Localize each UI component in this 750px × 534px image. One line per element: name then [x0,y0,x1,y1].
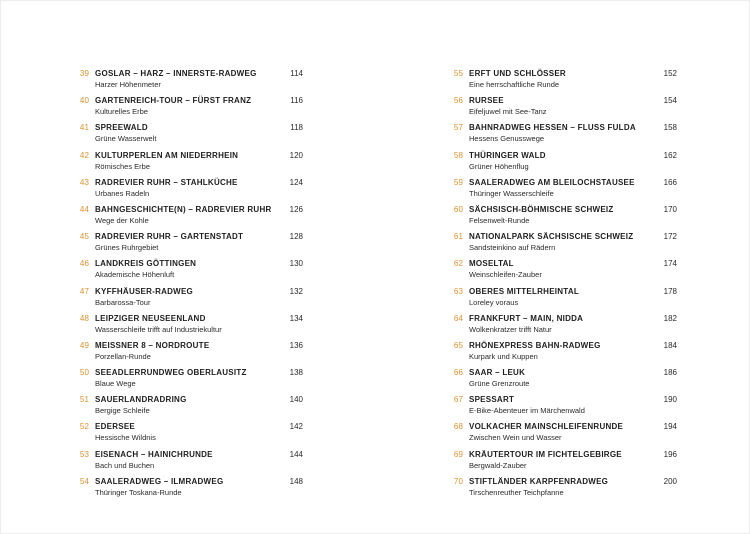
toc-entry-page-number: 118 [290,123,303,133]
toc-entry-number: 46 [79,259,89,269]
toc-entry-subtitle: Bergige Schleife [95,406,150,416]
toc-entry-number: 57 [453,123,463,133]
toc-entry-title: BAHNRADWEG HESSEN – FLUSS FULDA [469,123,636,133]
toc-entry-page-number: 182 [663,313,677,323]
toc-entry-number: 51 [79,395,89,405]
toc-entry[interactable] [63,176,303,203]
toc-entry-number: 44 [79,204,89,214]
toc-entry-subtitle: Porzellan-Runde [95,351,151,361]
toc-entry-number: 49 [79,340,89,350]
toc-entry[interactable] [63,420,303,447]
toc-entry-number: 55 [453,69,463,78]
toc-entry-number: 63 [453,286,463,296]
toc-entry-subtitle: Wege der Kohle [95,215,149,225]
toc-entry-number: 68 [453,422,463,432]
toc-entry-page-number: 184 [663,340,677,350]
toc-entry[interactable] [437,475,677,502]
toc-entry-subtitle: Harzer Höhenmeter [95,80,161,89]
toc-entry-subtitle: Hessens Genusswege [469,134,545,144]
toc-entry[interactable] [437,121,677,148]
toc-entry-subtitle: Grüner Höhenflug [469,161,529,171]
toc-entry[interactable] [63,475,303,502]
toc-entry-subtitle: Zwischen Wein und Wasser [469,433,562,443]
toc-entry[interactable] [63,121,303,148]
toc-entry-page-number: 132 [289,286,303,296]
toc-entry-number: 48 [79,313,89,323]
toc-entry-number: 52 [79,422,89,432]
toc-entry-page-number: 152 [663,69,677,78]
toc-entry-title: SPESSART [469,395,515,405]
toc-entry-page-number: 158 [663,123,677,133]
toc-entry-number: 60 [453,204,463,214]
toc-entry[interactable] [63,67,303,94]
toc-entry-title: NATIONALPARK SÄCHSISCHE SCHWEIZ [469,232,634,242]
toc-entry-number: 67 [453,395,463,405]
toc-entry[interactable] [437,285,677,312]
toc-entry-title: MEISSNER 8 – NORDROUTE [95,340,210,350]
toc-entry-page-number: 196 [663,449,677,459]
toc-entry-title: KRÄUTERTOUR IM FICHTELGEBIRGE [469,449,622,459]
toc-entry-page-number: 170 [663,204,677,214]
toc-entry[interactable] [437,230,677,257]
toc-entry-title: EDERSEE [95,422,135,432]
toc-entry-subtitle: Loreley voraus [469,297,519,307]
toc-entry-title: GOSLAR – HARZ – INNERSTE-RADWEG [95,69,257,78]
toc-entry-page-number: 140 [289,395,303,405]
toc-entry-title: VOLKACHER MAINSCHLEIFENRUNDE [469,422,624,432]
toc-entry-number: 42 [79,150,89,160]
toc-entry-title: SAUERLANDRADRING [95,395,187,405]
toc-entry[interactable] [437,312,677,339]
toc-entry[interactable] [63,149,303,176]
toc-entry-subtitle: Weinschleifen-Zauber [469,270,542,280]
toc-entry-page-number: 126 [289,204,303,214]
toc-entry-subtitle: Akademische Höhenluft [95,270,175,280]
toc-entry-number: 69 [453,449,463,459]
toc-entry-number: 47 [79,286,89,296]
toc-entry[interactable] [437,149,677,176]
toc-entry-page-number: 134 [289,313,303,323]
toc-entry-number: 40 [79,96,89,106]
toc-entry-number: 66 [453,368,463,378]
toc-entry-subtitle: Grünes Ruhrgebiet [95,243,159,253]
toc-entry-title: RADREVIER RUHR – STAHLKÜCHE [95,177,238,187]
toc-column-left [63,67,303,502]
toc-entry-subtitle: Kulturelles Erbe [95,107,148,117]
toc-entry-subtitle: Tirschenreuther Teichpfanne [469,487,564,497]
toc-entry[interactable] [437,448,677,475]
toc-entry-subtitle: Blaue Wege [95,379,136,389]
toc-entry-subtitle: Römisches Erbe [95,161,151,171]
toc-entry-page-number: 200 [663,476,677,486]
toc-entry-subtitle: Sandsteinkino auf Rädern [469,243,556,253]
toc-entry[interactable] [437,176,677,203]
toc-entry[interactable] [437,67,677,94]
toc-entry-title: RHÖNEXPRESS BAHN-RADWEG [469,340,601,350]
toc-entry-subtitle: Bach und Buchen [95,460,155,470]
toc-entry-subtitle: Hessische Wildnis [95,433,156,443]
toc-entry-title: SAALERADWEG – ILMRADWEG [95,476,224,486]
toc-entry[interactable] [63,203,303,230]
toc-entry-page-number: 172 [663,232,677,242]
toc-entry-subtitle: Grüne Wasserwelt [95,134,157,144]
toc-entry-number: 45 [79,232,89,242]
toc-entry[interactable] [63,230,303,257]
toc-entry-subtitle: Wasserschleife trifft auf Industriekultur [95,324,222,334]
toc-entry-number: 62 [453,259,463,269]
toc-entry-title: SÄCHSISCH-BÖHMISCHE SCHWEIZ [469,204,614,214]
toc-entry-page-number: 136 [289,340,303,350]
toc-entry-page-number: 138 [289,368,303,378]
toc-entry[interactable] [63,94,303,121]
toc-entry-number: 70 [453,476,463,486]
toc-entry[interactable] [437,366,677,393]
toc-entry-page-number: 142 [289,422,303,432]
toc-entry-subtitle: Kurpark und Kuppen [469,351,538,361]
toc-entry-subtitle: Thüringer Toskana-Runde [95,487,182,497]
toc-entry-subtitle: Thüringer Wasserschleife [469,188,554,198]
toc-entry-subtitle: Felsenwelt-Runde [469,215,530,225]
toc-entry-page-number: 178 [663,286,677,296]
toc-entry-title: SPREEWALD [95,123,148,133]
toc-entry-subtitle: Barbarossa-Tour [95,297,151,307]
toc-entry-title: STIFTLÄNDER KARPFENRADWEG [469,476,609,486]
toc-entry-page-number: 166 [663,177,677,187]
toc-entry-title: SAAR – LEUK [469,368,526,378]
toc-entry-number: 39 [79,69,89,78]
toc-entry-page-number: 174 [663,259,677,269]
toc-entry-subtitle: Wolkenkratzer trifft Natur [469,324,552,334]
toc-entry[interactable] [63,448,303,475]
toc-entry-title: EISENACH – HAINICHRUNDE [95,449,213,459]
toc-entry-number: 65 [453,340,463,350]
toc-entry-page-number: 154 [663,96,677,106]
toc-entry-title: LEIPZIGER NEUSEENLAND [95,313,206,323]
toc-entry-page-number: 194 [663,422,677,432]
toc-entry-subtitle: Eine herrschaftliche Runde [469,80,560,89]
toc-column-right [437,67,677,502]
toc-entry-page-number: 130 [289,259,303,269]
toc-entry[interactable] [437,94,677,121]
toc-entry-subtitle: E-Bike-Abenteuer im Märchenwald [469,406,585,416]
toc-entry[interactable] [437,420,677,447]
toc-entry-page-number: 120 [289,150,303,160]
toc-entry-title: BAHNGESCHICHTE(N) – RADREVIER RUHR [95,204,272,214]
toc-entry-number: 61 [453,232,463,242]
toc-entry-page-number: 190 [663,395,677,405]
toc-entry[interactable] [437,257,677,284]
toc-entry-page-number: 162 [663,150,677,160]
toc-entry-page-number: 148 [289,476,303,486]
toc-entry-title: SAALERADWEG AM BLEILOCHSTAUSEE [469,177,635,187]
toc-entry-number: 58 [453,150,463,160]
toc-entry[interactable] [437,393,677,420]
toc-entry-title: MOSELTAL [469,259,514,269]
toc-entry-page-number: 116 [290,96,303,106]
toc-entry-title: ERFT UND SCHLÖSSER [469,69,566,78]
toc-entry[interactable] [63,366,303,393]
toc-entry-number: 50 [79,368,89,378]
toc-entry-page-number: 186 [663,368,677,378]
toc-entry[interactable] [63,257,303,284]
toc-entry[interactable] [437,339,677,366]
toc-entry-subtitle: Eifeljuwel mit See-Tanz [469,107,547,117]
toc-entry-number: 64 [453,313,463,323]
toc-entry-title: RURSEE [469,96,504,106]
toc-entry-title: GARTENREICH-TOUR – FÜRST FRANZ [95,96,252,106]
toc-entry-number: 43 [79,177,89,187]
toc-entry-title: KULTURPERLEN AM NIEDERRHEIN [95,150,239,160]
toc-entry[interactable] [63,393,303,420]
toc-entry-page-number: 144 [289,449,303,459]
toc-entry-number: 59 [453,177,463,187]
toc-entry-number: 54 [79,476,89,486]
toc-entry-title: THÜRINGER WALD [469,150,546,160]
toc-entry-page-number: 124 [289,177,303,187]
toc-entry-title: FRANKFURT – MAIN, NIDDA [469,313,584,323]
toc-entry-number: 56 [453,96,463,106]
toc-entry-title: RADREVIER RUHR – GARTENSTADT [95,232,244,242]
toc-entry-subtitle: Bergwald-Zauber [469,460,527,470]
toc-entry-title: OBERES MITTELRHEINTAL [469,286,579,296]
toc-entry-number: 53 [79,449,89,459]
toc-entry-title: LANDKREIS GÖTTINGEN [95,259,197,269]
toc-entry[interactable] [437,203,677,230]
toc-entry[interactable] [63,285,303,312]
toc-entry-number: 41 [79,123,89,133]
toc-entry-page-number: 114 [290,69,303,78]
toc-entry-page-number: 128 [289,232,303,242]
toc-entry[interactable] [63,339,303,366]
toc-entry-title: SEEADLERRUNDWEG OBERLAUSITZ [95,368,247,378]
toc-entry-subtitle: Urbanes Radeln [95,188,150,198]
toc-entry-subtitle: Grüne Grenzroute [469,379,530,389]
toc-entry[interactable] [63,312,303,339]
toc-entry-title: KYFFHÄUSER-RADWEG [95,286,194,296]
